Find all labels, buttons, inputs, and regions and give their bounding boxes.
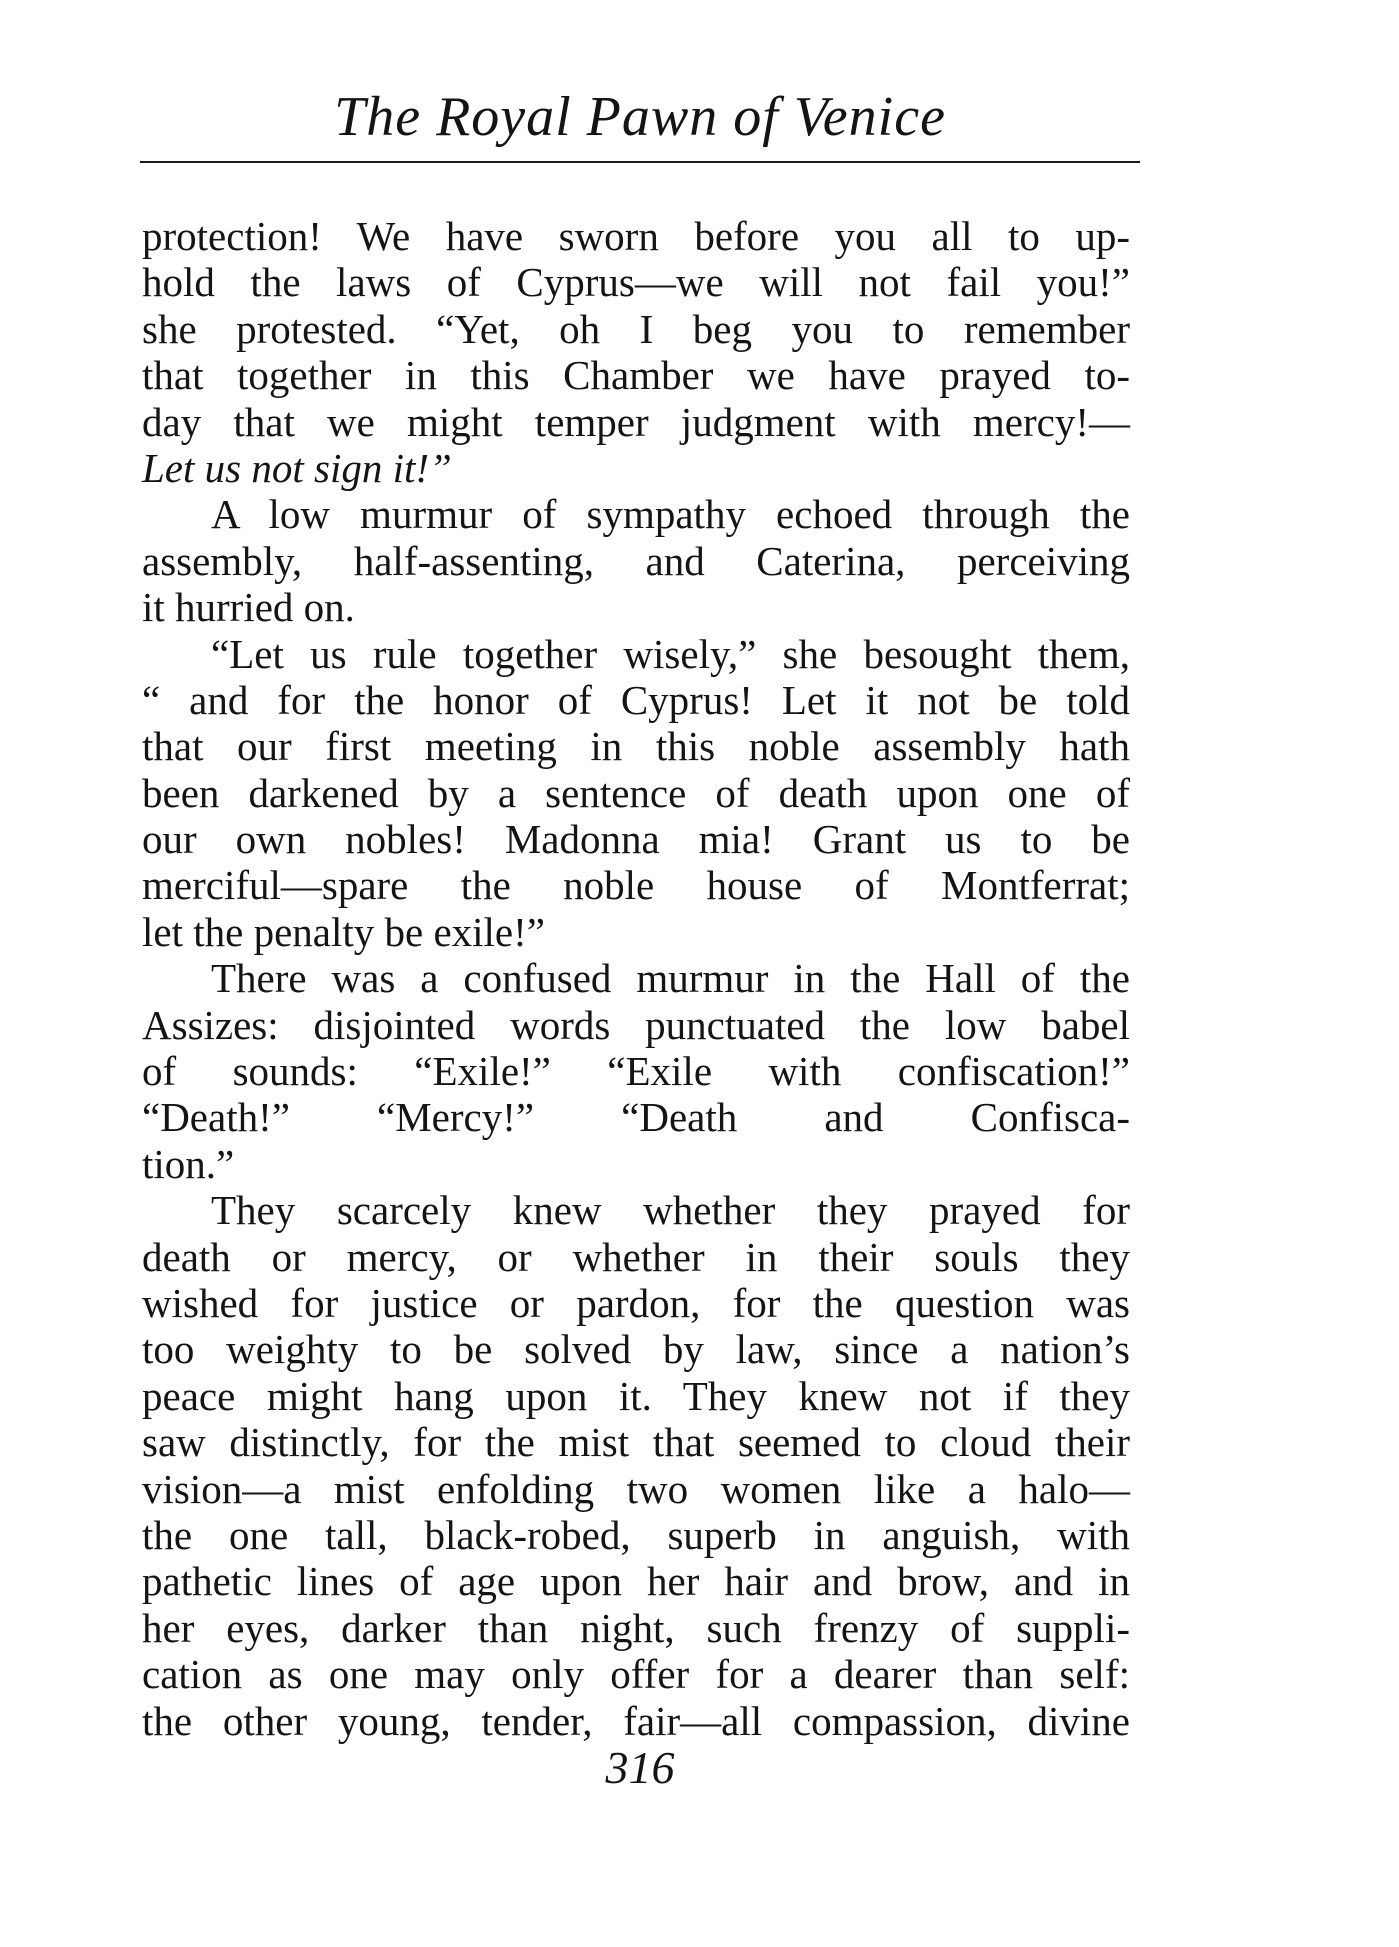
- text-line: saw distinctly, for the mist that seemed to cloud their: [142, 1419, 1130, 1466]
- text-line: the one tall, black-robed, superb in anguish, with: [142, 1511, 1130, 1558]
- text-line: that our first meeting in this noble assembly hath: [142, 723, 1130, 770]
- text-line: let the penalty be exile!”: [142, 908, 545, 955]
- text-line: it hurried on.: [142, 584, 355, 631]
- running-title: The Royal Pawn of Venice: [334, 86, 946, 148]
- text-line: They scarcely knew whether they prayed for: [211, 1187, 1130, 1234]
- text-line: our own nobles! Madonna mia! Grant us to be: [142, 816, 1130, 863]
- text-line: tion.”: [142, 1140, 235, 1187]
- text-line: death or mercy, or whether in their souls they: [142, 1233, 1130, 1280]
- text-line: Let us not sign it!”: [142, 444, 452, 491]
- text-line: day that we might temper judgment with mercy!—: [142, 398, 1130, 445]
- text-line: cation as one may only offer for a dearer than self:: [142, 1651, 1130, 1698]
- text-line: too weighty to be solved by law, since a nation’s: [142, 1326, 1130, 1373]
- text-line: protection! We have sworn before you all to up-: [142, 213, 1130, 259]
- text-line: that together in this Chamber we have prayed to-: [142, 352, 1130, 399]
- text-line: the other young, tender, fair—all compassion, divine: [142, 1697, 1130, 1744]
- text-line: wished for justice or pardon, for the question was: [142, 1279, 1130, 1326]
- text-line: There was a confused murmur in the Hall of the: [211, 955, 1130, 1002]
- text-line: “Death!” “Mercy!” “Death and Confisca-: [142, 1094, 1130, 1141]
- text-line: her eyes, darker than night, such frenzy of suppli-: [142, 1604, 1130, 1651]
- text-line: she protested. “Yet, oh I beg you to remember: [142, 305, 1130, 352]
- text-line: peace might hang upon it. They knew not if they: [142, 1372, 1130, 1419]
- text-line: Assizes: disjointed words punctuated the low babel: [142, 1001, 1130, 1048]
- text-line: “ and for the honor of Cyprus! Let it not be told: [142, 676, 1130, 723]
- text-line: hold the laws of Cyprus—we will not fail you!”: [142, 259, 1130, 306]
- text-line: been darkened by a sentence of death upon one of: [142, 769, 1130, 816]
- text-line: pathetic lines of age upon her hair and brow, and in: [142, 1558, 1130, 1605]
- page-number: 316: [605, 1742, 675, 1793]
- text-line: A low murmur of sympathy echoed through the: [211, 491, 1130, 538]
- body-text: [142, 213, 1130, 1744]
- text-line: assembly, half-assenting, and Caterina, perceiving: [142, 537, 1130, 584]
- text-line: of sounds: “Exile!” “Exile with confiscation!”: [142, 1048, 1130, 1095]
- text-line: vision—a mist enfolding two women like a halo—: [142, 1465, 1130, 1512]
- header-rule: [140, 161, 1140, 163]
- text-line: “Let us rule together wisely,” she besought them,: [211, 630, 1130, 677]
- text-line: merciful—spare the noble house of Montferrat;: [142, 862, 1130, 909]
